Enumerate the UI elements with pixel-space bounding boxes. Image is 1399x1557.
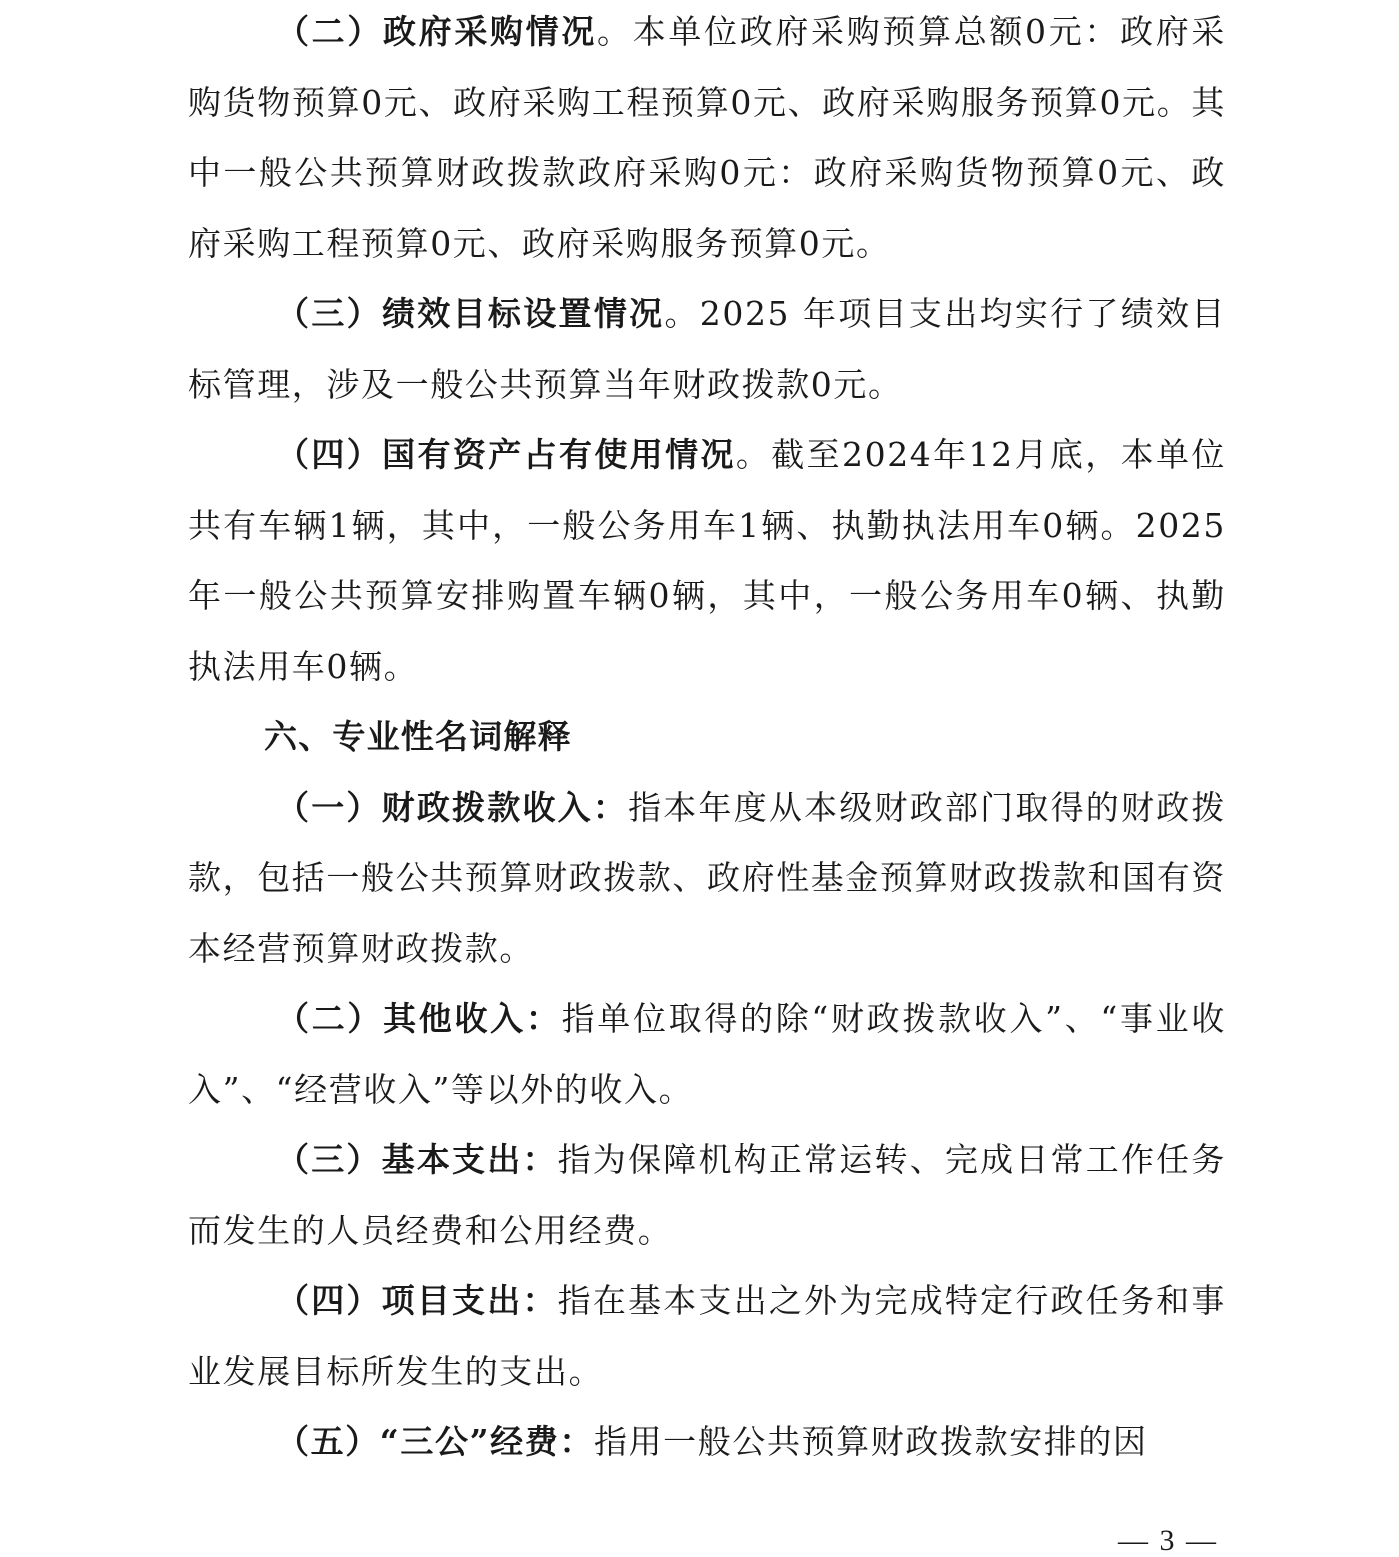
paragraph-lead: （二）政府采购情况	[276, 12, 598, 51]
paragraph-state-assets	[188, 420, 1226, 702]
paragraph-basic-expenditure	[188, 1125, 1226, 1266]
section-heading: 六、专业性名词解释	[264, 717, 572, 756]
paragraph-text: 指单位取得的除“财政拨款收入”、“事业收入”、“经营收入”等以外的收入。	[188, 999, 1226, 1109]
paragraph-text: 。截至2024年12月底，本单位共有车辆1辆，其中，一般公务用车1辆、执勤执法用车0辆。2025年一般公共预算安排购置车辆0辆，其中，一般公务用车0辆、执勤执法用车0辆。	[188, 435, 1226, 686]
paragraph-project-expenditure	[188, 1266, 1226, 1407]
paragraph-lead: （五）“三公”经费：	[276, 1422, 594, 1461]
paragraph-text: 指为保障机构正常运转、完成日常工作任务而发生的人员经费和公用经费。	[188, 1140, 1226, 1250]
paragraph-government-procurement	[188, 0, 1226, 279]
paragraph-performance-targets	[188, 279, 1226, 420]
page-number: — 3 —	[1118, 1524, 1218, 1557]
paragraph-text: 指在基本支出之外为完成特定行政任务和事业发展目标所发生的支出。	[188, 1281, 1226, 1391]
paragraph-three-public-expenses	[188, 1407, 1226, 1478]
paragraph-other-income	[188, 984, 1226, 1125]
paragraph-text: 。2025 年项目支出均实行了绩效目标管理，涉及一般公共预算当年财政拨款0元。	[188, 294, 1226, 404]
paragraph-lead: （三）绩效目标设置情况	[276, 294, 665, 333]
document-body	[188, 0, 1226, 1478]
paragraph-lead: （二）其他收入：	[276, 999, 562, 1038]
paragraph-text: 指本年度从本级财政部门取得的财政拨款，包括一般公共预算财政拨款、政府性基金预算财政拨款和国有资本经营预算财政拨款。	[188, 787, 1226, 968]
paragraph-lead: （四）项目支出：	[276, 1281, 558, 1320]
paragraph-text: 。本单位政府采购预算总额0元：政府采购货物预算0元、政府采购工程预算0元、政府采购服务预算0元。其中一般公共预算财政拨款政府采购0元：政府采购货物预算0元、政府采购工程预算0元、政府采购服务预算0元。	[188, 12, 1227, 263]
paragraph-fiscal-appropriation-income	[188, 773, 1226, 985]
paragraph-lead: （四）国有资产占有使用情况	[276, 435, 736, 474]
paragraph-lead: （一）财政拨款收入：	[276, 787, 629, 827]
paragraph-lead: （三）基本支出：	[276, 1140, 558, 1179]
paragraph-text: 指用一般公共预算财政拨款安排的因	[593, 1422, 1148, 1461]
